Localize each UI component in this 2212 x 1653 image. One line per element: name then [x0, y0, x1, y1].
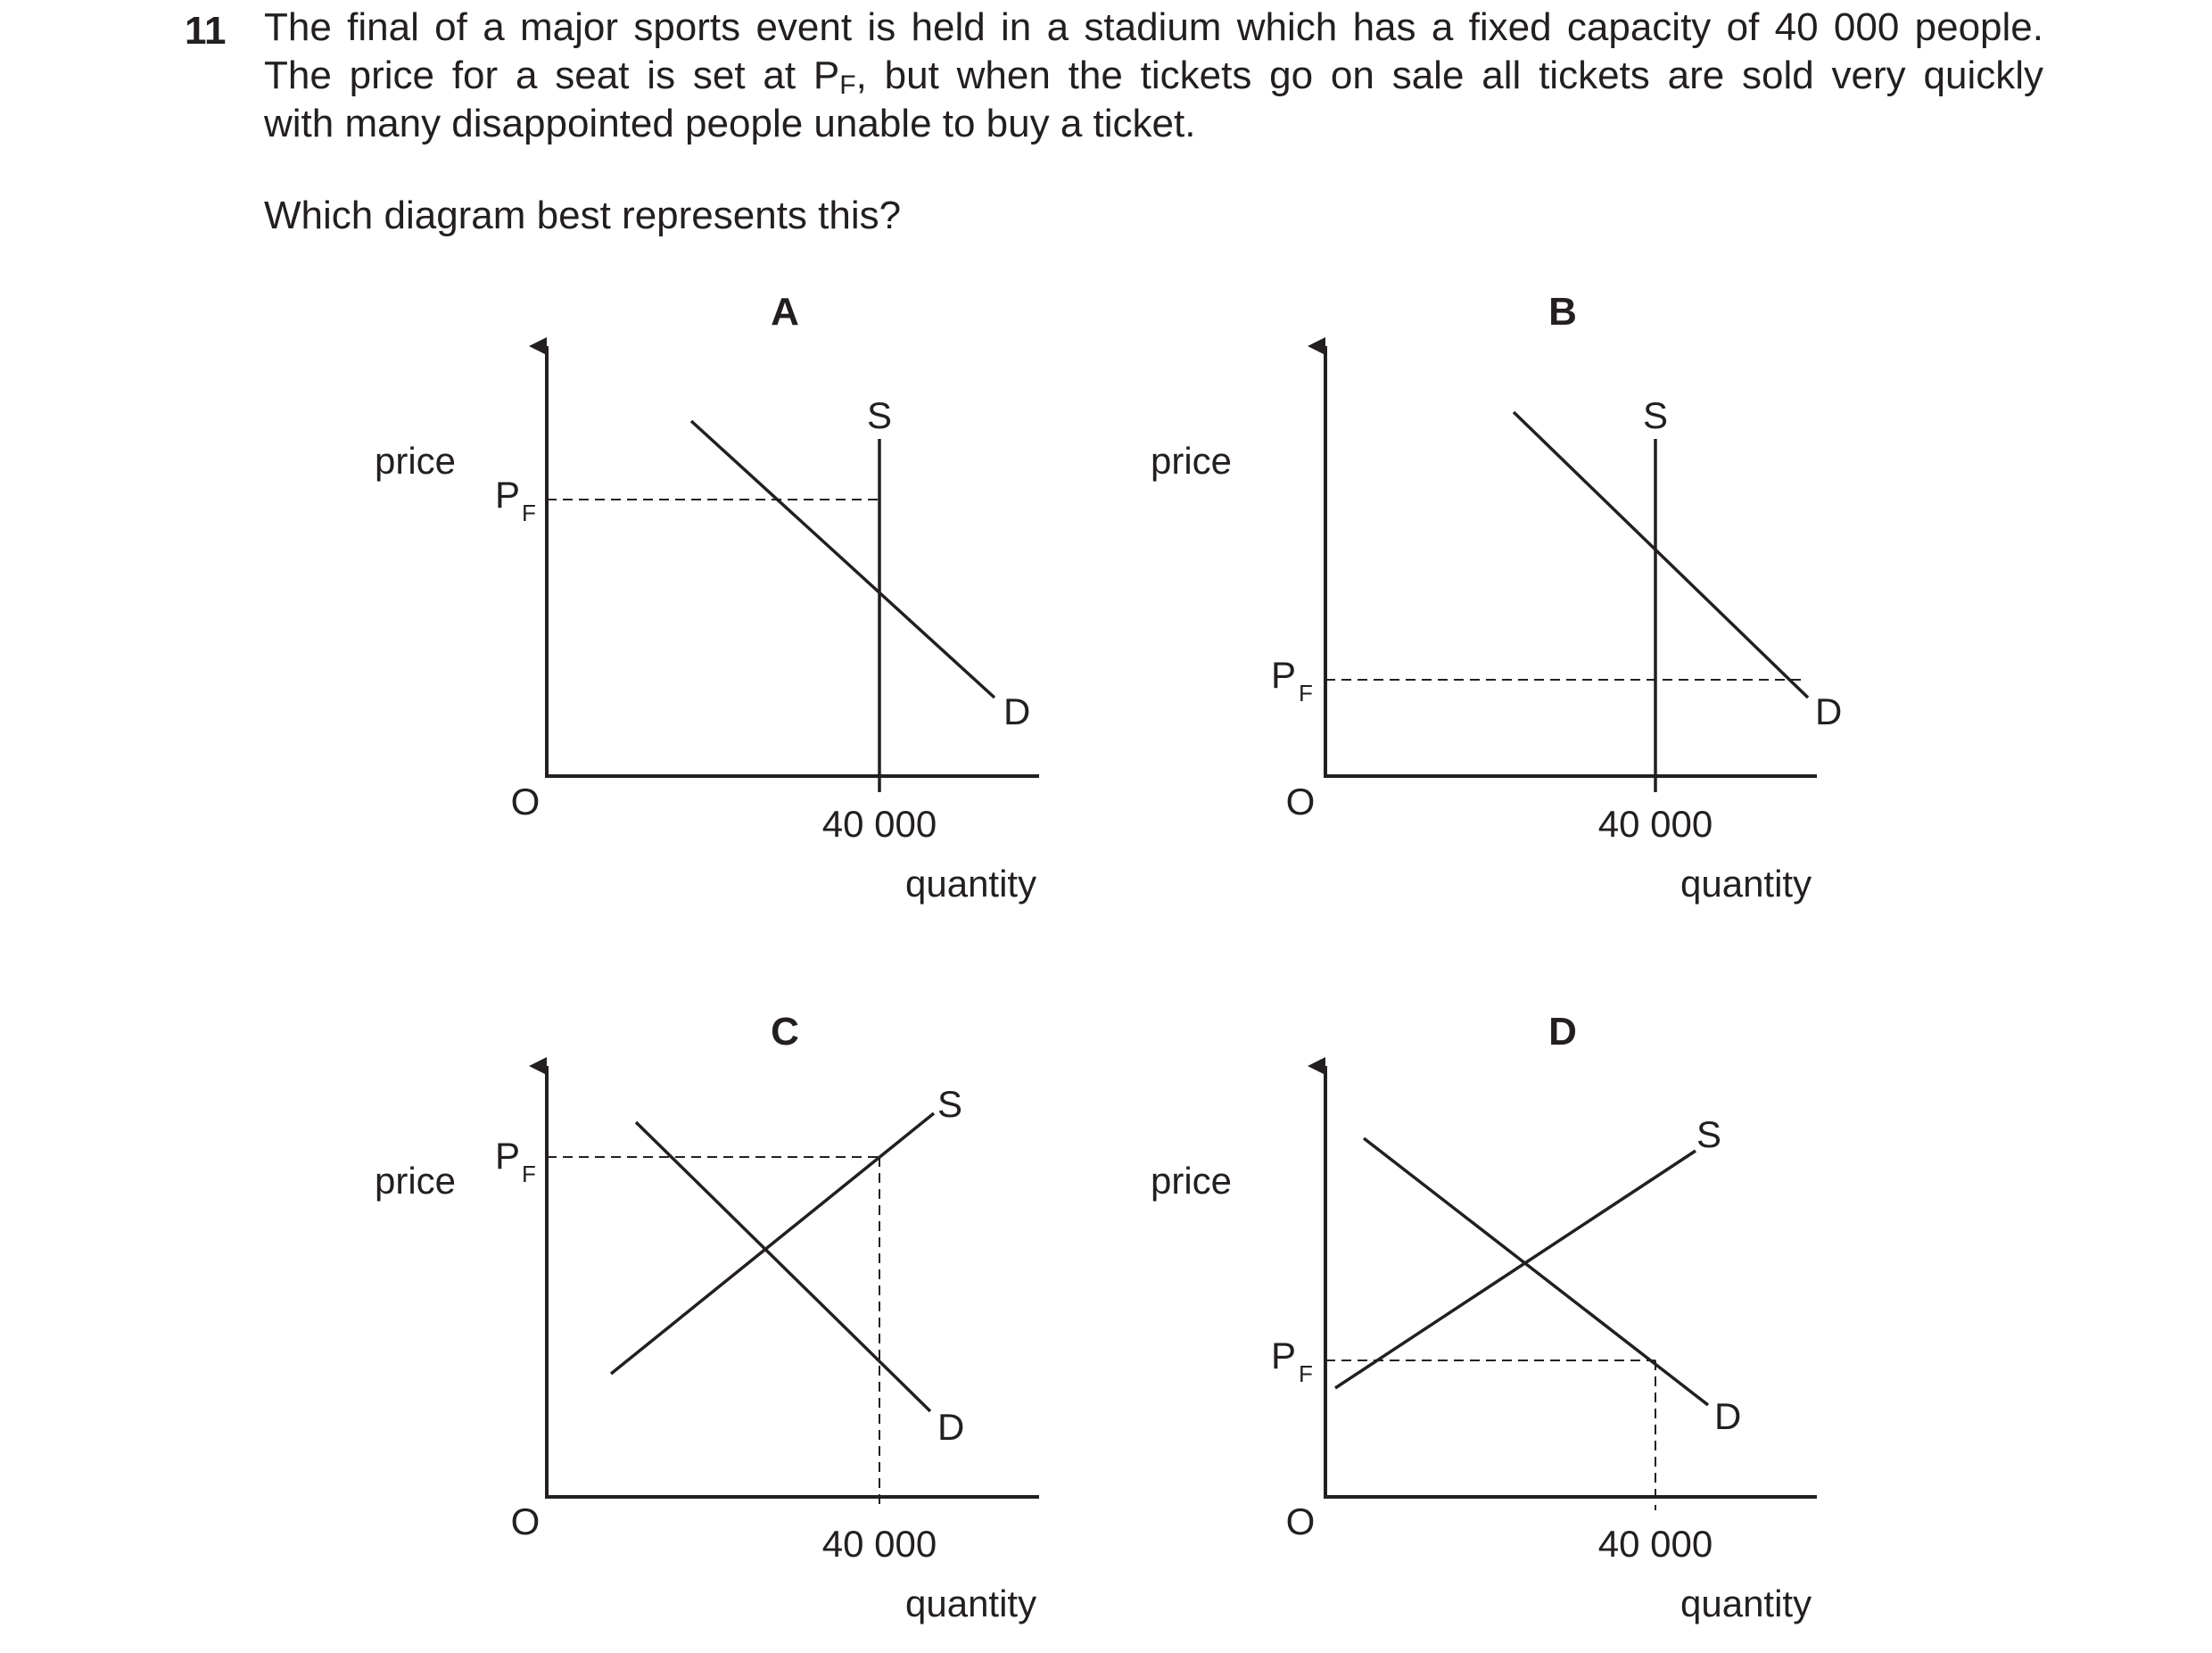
diagram-b — [1151, 290, 1842, 905]
diagram-b-quantity-tick: 40 000 — [1597, 803, 1713, 845]
diagram-a-demand-label: D — [1003, 690, 1031, 732]
diagram-c-origin-label: O — [510, 1500, 541, 1542]
diagram-d — [1151, 1010, 1817, 1624]
diagram-b-origin-label: O — [1285, 781, 1316, 822]
diagram-d-quantity-tick: 40 000 — [1597, 1523, 1713, 1565]
diagram-d-quantity-label: quantity — [1680, 1583, 1812, 1624]
diagram-d-price-label: price — [1151, 1160, 1233, 1202]
diagram-a-supply-label: S — [866, 394, 893, 436]
question-prompt: Which diagram best represents this? — [264, 194, 902, 237]
diagram-b-supply-label: S — [1642, 394, 1669, 436]
diagram-b-pf-symbol: P — [1271, 654, 1297, 696]
diagram-c — [375, 1010, 1039, 1624]
diagram-c-pf-subscript: F — [522, 1161, 536, 1187]
diagram-d-pf-symbol: P — [1271, 1335, 1297, 1376]
diagram-c-price-label: price — [375, 1160, 457, 1202]
diagram-a-demand-line — [691, 421, 995, 698]
question-line-2-end: , but when the tickets go on sale all tickets are sold very quickly — [855, 54, 2043, 97]
diagram-c-supply-label: S — [937, 1083, 963, 1125]
diagram-a-title: A — [771, 290, 799, 334]
diagram-b-demand-label: D — [1815, 690, 1843, 732]
question-line-3: with many disappointed people unable to buy a ticket. — [264, 102, 1196, 145]
diagram-b-demand-line — [1514, 412, 1808, 698]
diagram-c-supply-line — [611, 1113, 934, 1374]
diagram-b-title: B — [1548, 290, 1577, 334]
diagram-a-pf-subscript: F — [522, 500, 536, 526]
diagram-a-origin-label: O — [510, 781, 541, 822]
diagram-c-quantity-label: quantity — [905, 1583, 1037, 1624]
diagram-a-quantity-label: quantity — [905, 863, 1037, 905]
diagram-a-quantity-tick: 40 000 — [821, 803, 937, 845]
diagram-c-demand-label: D — [937, 1406, 965, 1448]
price-subscript-f: F — [839, 70, 856, 100]
diagram-d-supply-label: S — [1696, 1113, 1722, 1155]
question-line-1: The final of a major sports event is held in a stadium which has a fixed capacity of 40 000 people. — [264, 5, 2043, 49]
diagram-d-demand-label: D — [1714, 1395, 1742, 1437]
diagram-d-title: D — [1548, 1010, 1577, 1054]
question-number: 11 — [185, 9, 227, 53]
diagram-d-origin-label: O — [1285, 1500, 1316, 1542]
diagram-b-price-label: price — [1151, 440, 1233, 482]
diagram-a — [375, 290, 1039, 905]
diagram-c-title: C — [771, 1010, 799, 1054]
diagram-b-quantity-label: quantity — [1680, 863, 1812, 905]
diagram-c-demand-line — [636, 1122, 930, 1411]
diagram-c-quantity-tick: 40 000 — [821, 1523, 937, 1565]
diagram-b-pf-subscript: F — [1299, 680, 1313, 707]
diagram-a-price-label: price — [375, 440, 457, 482]
diagram-d-pf-subscript: F — [1299, 1360, 1313, 1387]
diagram-c-pf-symbol: P — [495, 1135, 521, 1177]
question-line-2-start: The price for a seat is set at P — [264, 54, 840, 97]
diagram-a-pf-symbol: P — [495, 474, 521, 516]
